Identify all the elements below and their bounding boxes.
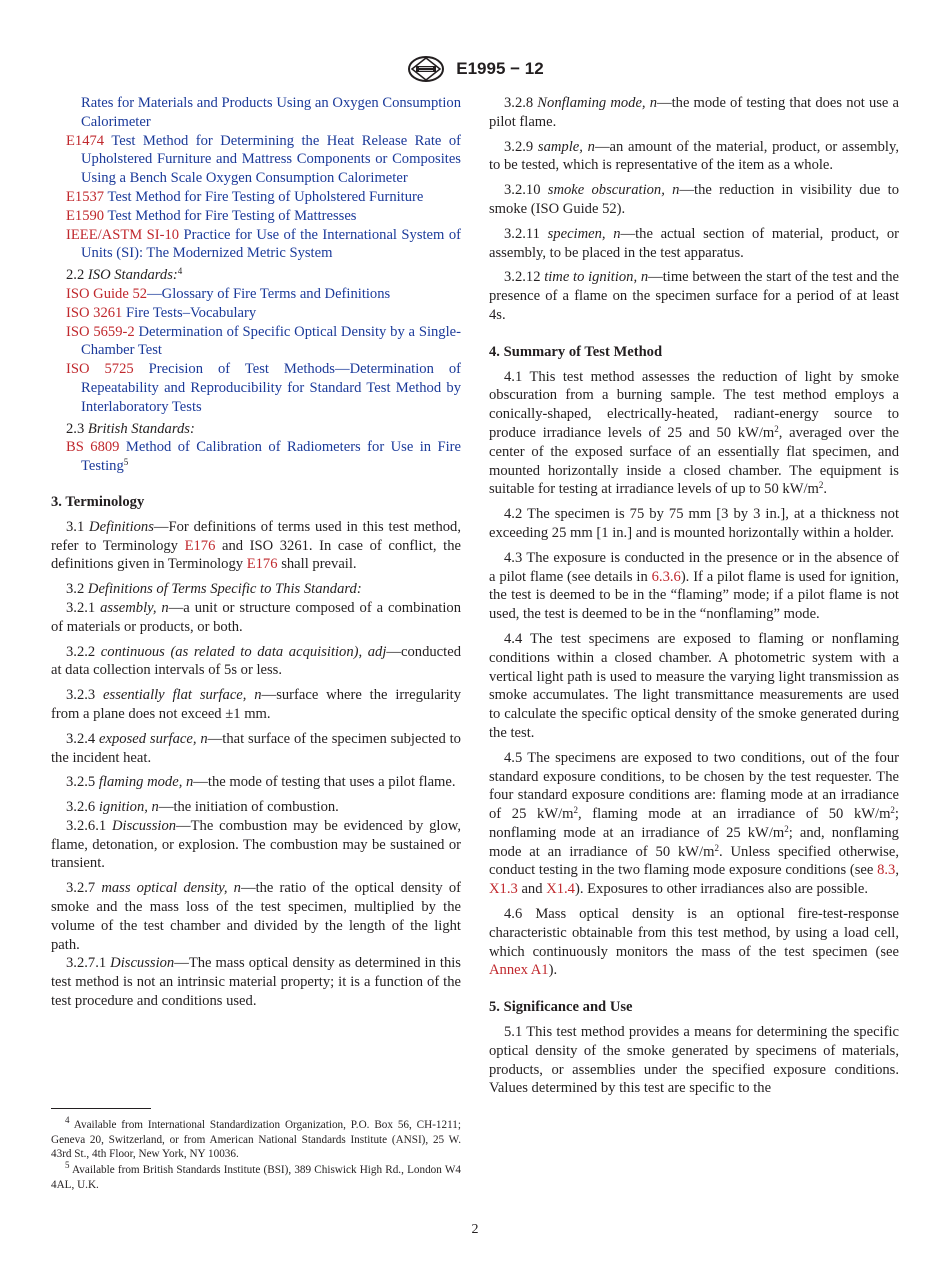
para-4-6: 4.6 Mass optical density is an optional fire-test-response characteristic obtainable from this test method, by using a load cell, which continuously monitors the mass of the test specimen (see Annex A1). — [489, 906, 899, 979]
ref-code-link[interactable]: ISO Guide 52 — [66, 285, 148, 302]
link-6-3-6[interactable]: 6.3.6 — [651, 568, 681, 585]
para-3-2-6-1: 3.2.6.1 Discussion—The combustion may be evidenced by glow, flame, detonation, or explosion. The combustion may be sustained or transient. — [51, 817, 461, 872]
para-3-2-6: 3.2.6 ignition, n—the initiation of combustion. — [66, 799, 339, 816]
para-3-2-7-1: 3.2.7.1 Discussion—The mass optical density as determined in this test method is not an intrinsic material property; it is a function of the test procedure and conditions used. — [51, 955, 461, 1010]
para-4-5: 4.5 The specimens are exposed to two conditions, out of the four standard exposure conditions, to be chosen by the test requester. The four standard exposure conditions are: flaming mode at an irradiance of 25 $kW/m^2$, flaming mode at an irradiance of 50 $kW/m^2$; nonflaming mode at an irradiance of 25 $kW/m^2$; and, nonflaming mode at an irradiance of 50 $kW/m^2$. Unless specified otherwise, conduct testing in the two flaming mode exposure conditions (see 8.3, X1.3 and X1.4). Exposures to other irradiances also are possible. — [489, 749, 899, 898]
para-3-2-7: 3.2.7 mass optical density, n—the ratio of the optical density of smoke and the mass loss of the test specimen, multiplied by the volume of the test chamber and divided by the length of the light path. — [51, 880, 461, 953]
reference-si10: IEEE/ASTM SI-10 Practice for Use of the International System of Units (SI): The Modernized Metric System — [66, 226, 461, 262]
section-heading-summary: 4. Summary of Test Method — [489, 343, 663, 360]
link-e176[interactable]: E176 — [184, 537, 216, 554]
reference-iso-5659-2: ISO 5659-2 Determination of Specific Optical Density by a Single-Chamber Test — [66, 323, 461, 359]
para-4-2: 4.2 The specimen is 75 by 75 mm [3 by 3 in.], at a thickness not exceeding 25 mm [1 in.] and is mounted horizontally within a holder. — [489, 506, 900, 541]
para-5-1: 5.1 This test method provides a means for determining the specific optical density of the smoke generated by specimens of materials, products, or assemblies under the specified exposure conditions. Values determined by this test are specific to the — [489, 1024, 899, 1097]
footnote-5: $^5$ Available from British Standards Institute (BSI), 389 Chiswick High Rd., London W4 4AL, U.K. — [51, 1160, 461, 1191]
reference-continuation: Rates for Materials and Products Using an Oxygen Consumption Calorimeter — [81, 95, 461, 130]
para-3-2-2: 3.2.2 continuous (as related to data acquisition), adj—conducted at data collection intervals of 5s or less. — [51, 643, 461, 679]
page-number: 2 — [471, 1222, 479, 1237]
para-3-2-9: 3.2.9 sample, n—an amount of the material, product, or assembly, to be tested, which is representative of the item as a whole. — [489, 138, 899, 174]
para-3-2: 3.2 Definitions of Terms Specific to This Standard: — [66, 581, 362, 598]
ref-code-link[interactable]: E1474 — [66, 132, 105, 149]
subsection-2-3: 2.3 British Standards: — [66, 420, 195, 437]
link-e176[interactable]: E176 — [246, 556, 278, 573]
ref-code-link[interactable]: E1590 — [66, 207, 105, 224]
section-heading-significance: 5. Significance and Use — [489, 999, 633, 1016]
reference-iso-5725: ISO 5725 Precision of Test Methods—Determination of Repeatability and Reproducibility for Standard Test Method by Interlaboratory Tests — [66, 361, 462, 415]
para-4-3: 4.3 The exposure is conducted in the presence or in the absence of a pilot flame (see details in 6.3.6). If a pilot flame is used for ignition, the test is deemed to be in the “flaming” mode; if a pilot flame is not used, the test is deemed to be in the “nonflaming” mode. — [489, 549, 899, 623]
para-3-2-5: 3.2.5 flaming mode, n—the mode of testing that uses a pilot flame. — [66, 774, 456, 791]
link-x1-4[interactable]: X1.4 — [546, 881, 575, 898]
reference-e1537: E1537 Test Method for Fire Testing of Upholstered Furniture — [66, 188, 424, 205]
para-3-1: 3.1 Definitions—For definitions of terms used in this test method, refer to Terminology E176 and ISO 3261. In case of conflict, the definitions given in Terminology E176 shall prevail. — [51, 518, 461, 573]
section-heading-terminology: 3. Terminology — [51, 493, 145, 510]
ref-code-link[interactable]: ISO 5659-2 — [66, 323, 135, 340]
ref-code-link[interactable]: IEEE/ASTM SI-10 — [66, 226, 180, 243]
link-8-3[interactable]: 8.3 — [877, 862, 896, 879]
para-4-1: 4.1 This test method assesses the reduction of light by smoke obscuration from a burning sample. The test method employs a conically-shaped, electrically-heated, radiant-energy source to produce irradiance levels of 25 and 50 $kW/m^2$, averaged over the center of the exposed surface of an essentially flat specimen, and mounted horizontally inside a closed chamber. The equipment is suitable for testing at irradiance levels of up to 50 $kW/m^2$. — [489, 368, 899, 498]
footnote-divider — [51, 1108, 151, 1109]
para-4-4: 4.4 The test specimens are exposed to flaming or nonflaming conditions within a closed chamber. A photometric system with a vertical light path is used to measure the varying light transmission as smoke accumulates. The light transmittance measurements are used to calculate the specific optical density of the smoke generated during the test. — [489, 630, 899, 741]
para-3-2-12: 3.2.12 time to ignition, n—time between the start of the test and the presence of a flame on the specimen surface for a period of at least 4s. — [489, 269, 899, 323]
link-annex-a1[interactable]: Annex A1 — [489, 962, 549, 979]
standard-designation: E1995 − 12 — [456, 59, 544, 78]
page-header — [0, 55, 950, 83]
ref-code-link[interactable]: ISO 3261 — [66, 304, 123, 321]
para-3-2-10: 3.2.10 smoke obscuration, n—the reduction in visibility due to smoke (ISO Guide 52). — [489, 182, 899, 217]
para-3-2-11: 3.2.11 specimen, n—the actual section of material, product, or assembly, to be placed in the test apparatus. — [489, 225, 899, 261]
para-3-2-8: 3.2.8 Nonflaming mode, n—the mode of testing that does not use a pilot flame. — [489, 95, 899, 130]
ref-code-link[interactable]: BS 6809 — [66, 439, 120, 456]
reference-iso-3261: ISO 3261 Fire Tests–Vocabulary — [66, 304, 257, 321]
reference-iso-guide-52: ISO Guide 52—Glossary of Fire Terms and Definitions — [66, 285, 391, 302]
reference-e1590: E1590 Test Method for Fire Testing of Mattresses — [66, 207, 357, 224]
ref-code-link[interactable]: E1537 — [66, 188, 105, 205]
para-3-2-1: 3.2.1 assembly, n—a unit or structure composed of a combination of materials or products, or both. — [51, 599, 461, 635]
link-x1-3[interactable]: X1.3 — [489, 881, 518, 898]
left-column — [51, 94, 461, 1011]
right-column — [489, 94, 899, 1098]
para-3-2-3: 3.2.3 essentially flat surface, n—surface where the irregularity from a plane does not exceed ±1 mm. — [51, 687, 461, 722]
astm-logo-icon — [406, 55, 446, 83]
reference-e1474: E1474 Test Method for Determining the Heat Release Rate of Upholstered Furniture and Mattress Components or Composites Using a Bench Scale Oxygen Consumption Calorimeter — [66, 132, 462, 187]
ref-code-link[interactable]: ISO 5725 — [66, 361, 134, 378]
subsection-2-2: 2.2 ISO Standards:$^4$ — [66, 266, 183, 284]
para-3-2-4: 3.2.4 exposed surface, n—that surface of the specimen subjected to the incident heat. — [51, 730, 461, 766]
footnote-4: $^4$ Available from International Standardization Organization, P.O. Box 56, CH-1211; Geneva 20, Switzerland, or from American National Standards Institute (ANSI), 25 W. 43rd St., 4th Floor, New York, NY 10036. — [51, 1115, 461, 1161]
reference-bs-6809: BS 6809 Method of Calibration of Radiometers for Use in Fire Testing$^5$ — [66, 439, 462, 475]
